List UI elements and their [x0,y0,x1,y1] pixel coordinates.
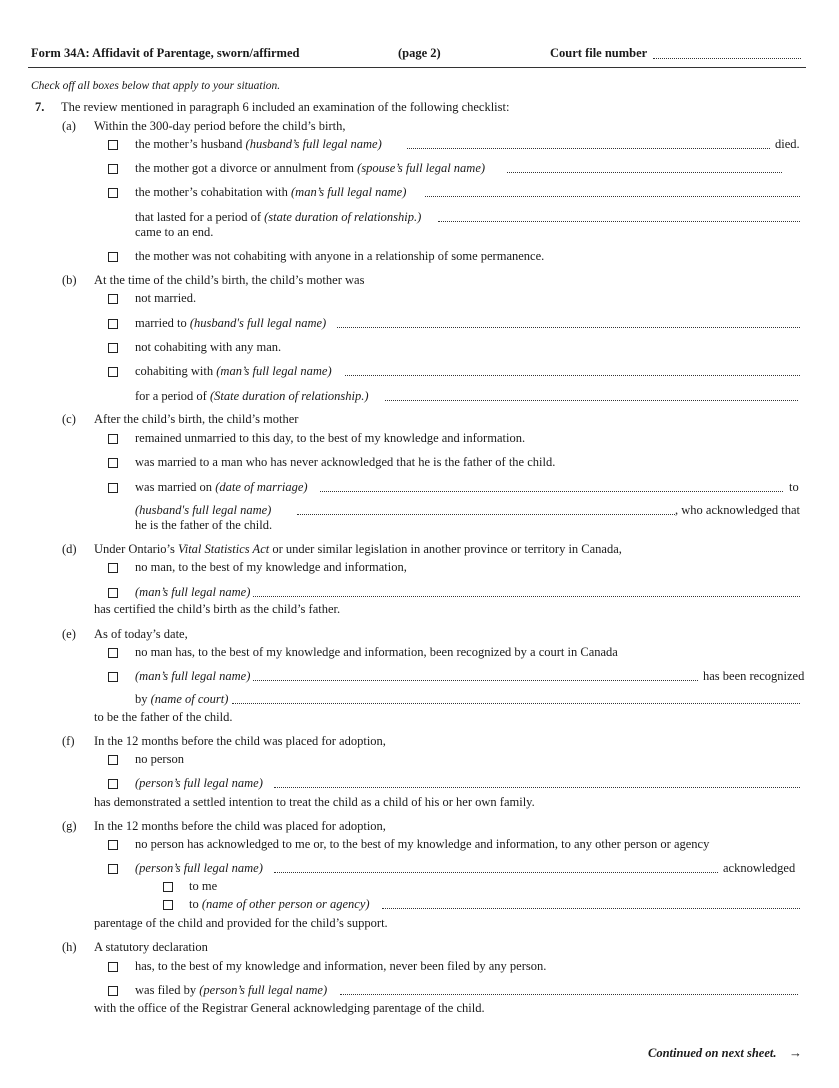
checkbox-a2[interactable] [108,164,118,174]
c3-husband-name-field[interactable] [297,514,675,515]
arrow-right-icon: → [789,1045,802,1060]
g-closing: parentage of the child and provided for the child’s support. [94,916,388,930]
section-b-label: (b) [62,273,77,287]
form-title: Form 34A: Affidavit of Parentage, sworn/affirmed [31,46,300,60]
section-e-intro: As of today’s date, [94,627,188,641]
instruction-text: Check off all boxes below that apply to your situation. [31,80,281,92]
checkbox-f2[interactable] [108,779,118,789]
g2-person-name-field[interactable] [274,872,718,873]
e2-label: (man’s full legal name) [135,669,251,683]
checkbox-e2[interactable] [108,672,118,682]
g2-end: acknowledged [723,861,796,875]
checkbox-h2[interactable] [108,986,118,996]
paragraph-number: 7. [35,100,45,114]
a1-end: died. [775,137,800,151]
f2-label: (person’s full legal name) [135,776,263,790]
d2-label: (man’s full legal name) [135,585,251,599]
a1-husband-name-field[interactable] [407,148,770,149]
c2-text: was married to a man who has never acknowledged that he is the father of the child. [135,455,556,469]
section-g-label: (g) [62,819,77,833]
a3-man-name-field[interactable] [425,196,800,197]
section-g-intro: In the 12 months before the child was placed for adoption, [94,819,386,833]
g2-other-agency-field[interactable] [382,908,800,909]
e1-text: no man has, to the best of my knowledge and information, been recognized by a court in Canada [135,645,618,659]
checkbox-b4[interactable] [108,367,118,377]
checkbox-d2[interactable] [108,588,118,598]
g2-sub2-text: to (name of other person or agency) [189,897,370,911]
f-closing: has demonstrated a settled intention to treat the child as a child of his or her own family. [94,795,535,809]
c3-line3: he is the father of the child. [135,518,273,532]
c3-husband-label: (husband's full legal name) [135,503,272,517]
court-file-label: Court file number [550,46,648,60]
c1-text: remained unmarried to this day, to the best of my knowledge and information. [135,431,526,445]
c3-acknowledged: , who acknowledged that [675,503,800,517]
checkbox-g2[interactable] [108,864,118,874]
checkbox-g2-to-me[interactable] [163,882,173,892]
section-e-label: (e) [62,627,76,641]
section-f-label: (f) [62,734,75,748]
section-c-label: (c) [62,412,76,426]
a3-duration-field[interactable] [438,221,800,222]
d1-text: no man, to the best of my knowledge and information, [135,560,407,574]
checkbox-a1[interactable] [108,140,118,150]
section-d-label: (d) [62,542,77,556]
checkbox-b3[interactable] [108,343,118,353]
paragraph-7-text: The review mentioned in paragraph 6 included an examination of the following checklist: [61,100,510,114]
e2-man-name-field[interactable] [253,680,698,681]
e-closing: to be the father of the child. [94,710,233,724]
checkbox-b1[interactable] [108,294,118,304]
checkbox-h1[interactable] [108,962,118,972]
b2-husband-name-field[interactable] [337,327,800,328]
h-closing: with the office of the Registrar General acknowledging parentage of the child. [94,1001,485,1015]
checkbox-c2[interactable] [108,458,118,468]
b3-text: not cohabiting with any man. [135,340,282,354]
a1-text: the mother’s husband (husband’s full legal name) [135,137,382,151]
checkbox-c1[interactable] [108,434,118,444]
h2-text: was filed by (person’s full legal name) [135,983,328,997]
a2-text: the mother got a divorce or annulment from (spouse’s full legal name) [135,161,486,175]
b2-text: married to (husband's full legal name) [135,316,327,330]
f1-text: no person [135,752,184,766]
section-d-intro: Under Ontario’s Vital Statistics Act or under similar legislation in another province or territory in Canada, [94,542,622,556]
g1-text: no person has acknowledged to me or, to the best of my knowledge and information, to any other person or agency [135,837,710,851]
section-a-intro: Within the 300-day period before the child’s birth, [94,119,346,133]
checkbox-f1[interactable] [108,755,118,765]
section-h-intro: A statutory declaration [94,940,208,954]
a4-text: the mother was not cohabiting with anyone in a relationship of some permanence. [135,249,545,263]
section-b-intro: At the time of the child’s birth, the child’s mother was [94,273,365,287]
checkbox-b2[interactable] [108,319,118,329]
b4-man-name-field[interactable] [345,375,800,376]
g2-label: (person’s full legal name) [135,861,263,875]
d2-man-name-field[interactable] [253,596,800,597]
header-rule [28,67,806,68]
h2-person-name-field[interactable] [340,994,798,995]
section-c-intro: After the child’s birth, the child’s mother [94,412,299,426]
e2-court-name-field[interactable] [232,703,800,704]
continued-text: Continued on next sheet. [648,1046,777,1060]
section-f-intro: In the 12 months before the child was placed for adoption, [94,734,386,748]
checkbox-g2-to-other[interactable] [163,900,173,910]
f2-person-name-field[interactable] [274,787,800,788]
a2-spouse-name-field[interactable] [507,172,782,173]
checkbox-a3[interactable] [108,188,118,198]
section-h-label: (h) [62,940,77,954]
c3-marriage-date-field[interactable] [320,491,783,492]
a3-duration-text: that lasted for a period of (state duration of relationship.) [135,210,422,224]
checkbox-g1[interactable] [108,840,118,850]
e2-end: has been recognized [703,669,805,683]
checkbox-e1[interactable] [108,648,118,658]
page-number: (page 2) [398,46,441,60]
a3-text: the mother’s cohabitation with (man’s full legal name) [135,185,407,199]
c3-text: was married on (date of marriage) [135,480,308,494]
c3-end: to [789,480,799,494]
b4-text: cohabiting with (man’s full legal name) [135,364,332,378]
h1-text: has, to the best of my knowledge and information, never been filed by any person. [135,959,547,973]
court-file-number-field[interactable] [653,58,801,59]
checkbox-a4[interactable] [108,252,118,262]
checkbox-c3[interactable] [108,483,118,493]
b1-text: not married. [135,291,197,305]
a3-end: came to an end. [135,225,214,239]
g2-sub1-text: to me [189,879,218,893]
b4-duration-text: for a period of (State duration of relationship.) [135,389,369,403]
e2-court-text: by (name of court) [135,692,229,706]
b4-duration-field[interactable] [385,400,798,401]
checkbox-d1[interactable] [108,563,118,573]
section-a-label: (a) [62,119,76,133]
d-closing: has certified the child’s birth as the child’s father. [94,602,341,616]
